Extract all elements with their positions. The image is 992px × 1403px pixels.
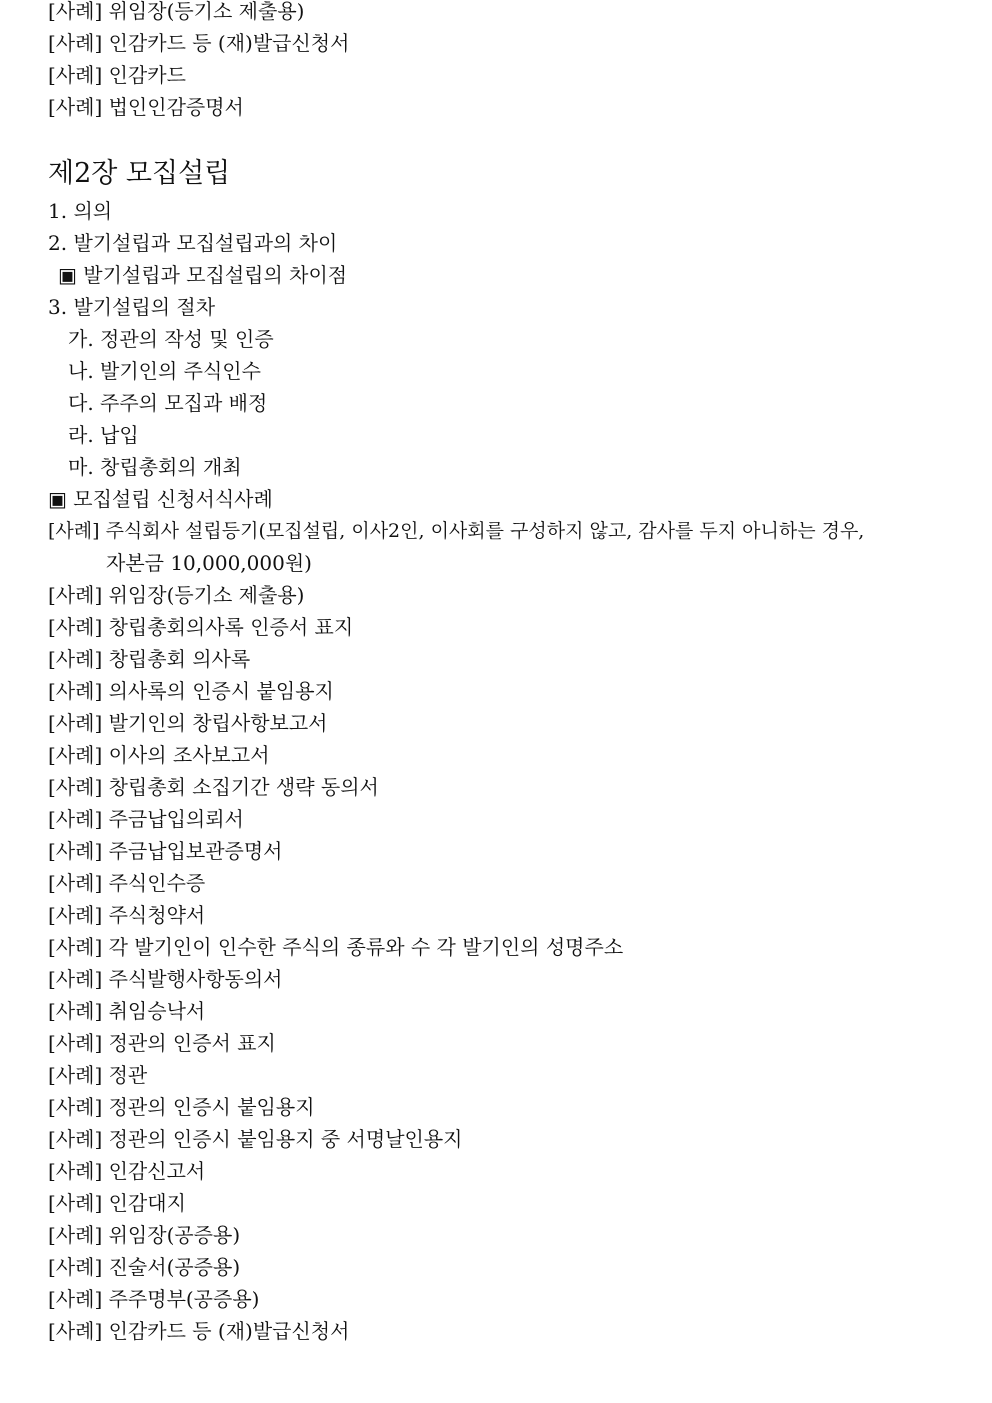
case-item: [사례] 인감신고서	[48, 1159, 206, 1183]
case-item: [사례] 인감대지	[48, 1191, 186, 1215]
case-item: [사례] 위임장(공증용)	[48, 1223, 241, 1247]
forms-heading: ▣ 모집설립 신청서식사례	[48, 487, 273, 511]
case-item-first-cont: 자본금 10,000,000원)	[106, 551, 312, 575]
outline-sub-item: 가. 정관의 작성 및 인증	[68, 327, 274, 351]
case-item: [사례] 주주명부(공증용)	[48, 1287, 260, 1311]
outline-sub-item: 라. 납입	[68, 423, 139, 447]
case-item: [사례] 주식인수증	[48, 871, 206, 895]
case-item: [사례] 진술서(공증용)	[48, 1255, 241, 1279]
case-item: [사례] 정관	[48, 1063, 148, 1087]
case-item: [사례] 각 발기인이 인수한 주식의 종류와 수 각 발기인의 성명주소	[48, 935, 624, 959]
outline-sub-item: 다. 주주의 모집과 배정	[68, 391, 268, 415]
case-item: [사례] 발기인의 창립사항보고서	[48, 711, 328, 735]
outline-item-3: 3. 발기설립의 절차	[48, 295, 216, 319]
case-item: [사례] 창립총회 소집기간 생략 동의서	[48, 775, 379, 799]
outline-item-2-sub: ▣ 발기설립과 모집설립의 차이점	[58, 263, 348, 287]
case-item: [사례] 주식발행사항동의서	[48, 967, 283, 991]
case-item: [사례] 정관의 인증서 표지	[48, 1031, 276, 1055]
case-item: [사례] 창립총회 의사록	[48, 647, 251, 671]
case-item: [사례] 취임승낙서	[48, 999, 206, 1023]
case-item: [사례] 주금납입보관증명서	[48, 839, 283, 863]
outline-item-1: 1. 의의	[48, 199, 113, 223]
top-list-item: [사례] 위임장(등기소 제출용)	[48, 0, 305, 23]
case-item: [사례] 창립총회의사록 인증서 표지	[48, 615, 354, 639]
case-item: [사례] 주금납입의뢰서	[48, 807, 244, 831]
top-list-item: [사례] 법인인감증명서	[48, 95, 244, 119]
outline-item-2: 2. 발기설립과 모집설립과의 차이	[48, 231, 338, 255]
outline-sub-item: 나. 발기인의 주식인수	[68, 359, 261, 383]
top-list-item: [사례] 인감카드 등 (재)발급신청서	[48, 31, 350, 55]
case-item: [사례] 주식청약서	[48, 903, 206, 927]
case-item-first: [사례] 주식회사 설립등기(모집설립, 이사2인, 이사회를 구성하지 않고, 감사를 두지 아니하는 경우,	[48, 520, 865, 542]
outline-sub-item: 마. 창립총회의 개최	[68, 455, 242, 479]
case-item: [사례] 정관의 인증시 붙임용지 중 서명날인용지	[48, 1127, 463, 1151]
top-list-item: [사례] 인감카드	[48, 63, 186, 87]
case-item: [사례] 의사록의 인증시 붙임용지	[48, 679, 334, 703]
case-item: [사례] 이사의 조사보고서	[48, 743, 270, 767]
case-item: [사례] 인감카드 등 (재)발급신청서	[48, 1319, 350, 1343]
case-item: [사례] 위임장(등기소 제출용)	[48, 583, 305, 607]
chapter-title: 제2장 모집설립	[48, 158, 231, 189]
case-item: [사례] 정관의 인증시 붙임용지	[48, 1095, 315, 1119]
